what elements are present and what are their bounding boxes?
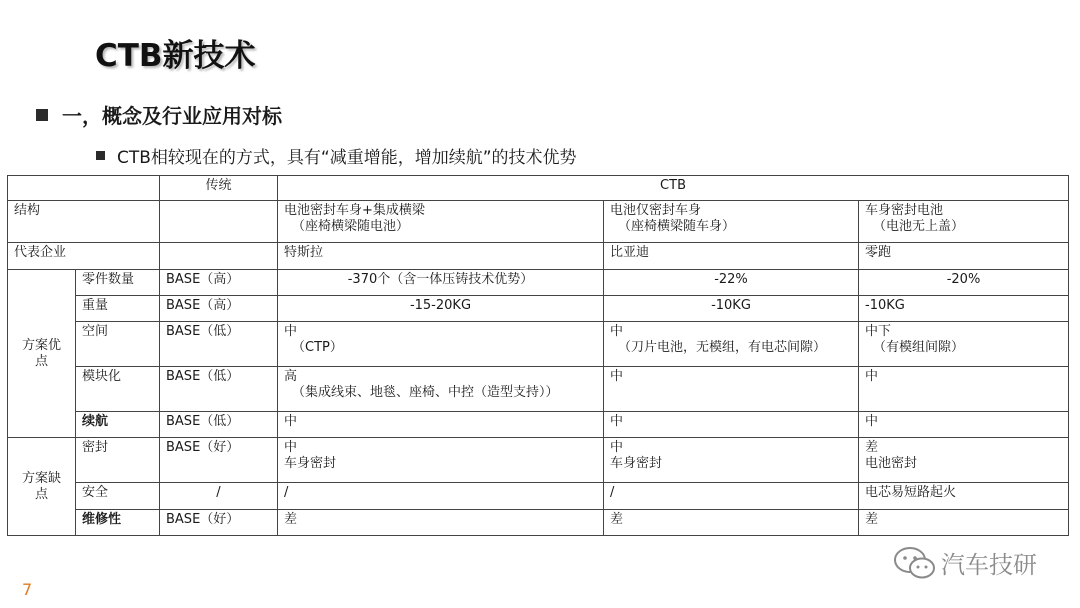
comparison-table	[7, 175, 1069, 536]
table-cell: BASE（高）	[160, 296, 278, 322]
table-cell: 电池仅密封车身 （座椅横梁随车身）	[604, 201, 859, 243]
table-cell: 比亚迪	[604, 243, 859, 270]
header-traditional: 传统	[160, 176, 278, 201]
table-row	[8, 270, 1069, 296]
row-label-parts: 零件数量	[76, 270, 160, 296]
table-cell: BASE（低）	[160, 412, 278, 438]
bullet-level2-text: CTB相较现在的方式，具有“减重增能，增加续航”的技术优势	[117, 148, 577, 168]
square-bullet-icon	[96, 151, 105, 160]
table-row	[8, 322, 1069, 367]
table-cell: BASE（好）	[160, 510, 278, 536]
watermark-text: 汽车技研	[941, 551, 1037, 579]
table-cell: 零跑	[859, 243, 1069, 270]
table-cell: /	[160, 483, 278, 510]
table-cell: -370个（含一体压铸技术优势）	[278, 270, 604, 296]
bullet-level1-text: 一，概念及行业应用对标	[62, 104, 282, 128]
row-label-safety: 安全	[76, 483, 160, 510]
table-cell: 高 （集成线束、地毯、座椅、中控（造型支持））	[278, 367, 604, 412]
table-cell: 差	[604, 510, 859, 536]
table-cell: 中下 （有模组间隙）	[859, 322, 1069, 367]
bullet-level1	[36, 100, 282, 129]
table-cell: BASE（高）	[160, 270, 278, 296]
table-cell: 中	[604, 367, 859, 412]
table-row	[8, 201, 1069, 243]
wechat-icon	[893, 546, 937, 580]
table-cell: 中 车身密封	[278, 438, 604, 483]
table-cell: -20%	[859, 270, 1069, 296]
row-label-modular: 模块化	[76, 367, 160, 412]
table-cell: 中	[278, 412, 604, 438]
table-row	[8, 296, 1069, 322]
table-cell: BASE（好）	[160, 438, 278, 483]
table-cell: 特斯拉	[278, 243, 604, 270]
table-cell: /	[604, 483, 859, 510]
table-cell: 电芯易短路起火	[859, 483, 1069, 510]
table-cell: 中	[859, 367, 1069, 412]
table-cell: 中 （CTP）	[278, 322, 604, 367]
table-row	[8, 367, 1069, 412]
group-label-advantages: 方案优 点	[8, 270, 76, 438]
table-cell: -22%	[604, 270, 859, 296]
table-row	[8, 483, 1069, 510]
page-number: 7	[22, 580, 33, 599]
table-cell: 电池密封车身+集成横梁 （座椅横梁随电池）	[278, 201, 604, 243]
table-cell: 中	[859, 412, 1069, 438]
row-label-range: 续航	[76, 412, 160, 438]
square-bullet-icon	[36, 109, 48, 121]
bullet-level2	[96, 143, 577, 168]
table-cell: 中 （刀片电池，无模组，有电芯间隙）	[604, 322, 859, 367]
table-cell: -15-20KG	[278, 296, 604, 322]
table-row	[8, 412, 1069, 438]
group-label-disadvantages: 方案缺 点	[8, 438, 76, 536]
table-cell: 差	[859, 510, 1069, 536]
table-row	[8, 438, 1069, 483]
row-label-weight: 重量	[76, 296, 160, 322]
row-label-seal: 密封	[76, 438, 160, 483]
table-cell	[160, 201, 278, 243]
header-ctb: CTB	[278, 176, 1069, 201]
row-label-repair: 维修性	[76, 510, 160, 536]
table-row	[8, 176, 1069, 201]
table-cell: 中	[604, 412, 859, 438]
table-row	[8, 510, 1069, 536]
table-cell	[8, 176, 160, 201]
table-cell: 中 车身密封	[604, 438, 859, 483]
table-cell: 差	[278, 510, 604, 536]
table-cell: /	[278, 483, 604, 510]
row-label-company: 代表企业	[8, 243, 160, 270]
row-label-space: 空间	[76, 322, 160, 367]
table-cell: -10KG	[859, 296, 1069, 322]
table-cell: BASE（低）	[160, 322, 278, 367]
page-title: CTB新技术	[95, 38, 256, 74]
table-cell: 差 电池密封	[859, 438, 1069, 483]
table-row	[8, 243, 1069, 270]
table-cell: 车身密封电池 （电池无上盖）	[859, 201, 1069, 243]
table-cell: BASE（低）	[160, 367, 278, 412]
watermark	[893, 545, 1037, 580]
row-label-structure: 结构	[8, 201, 160, 243]
table-cell: -10KG	[604, 296, 859, 322]
table-cell	[160, 243, 278, 270]
